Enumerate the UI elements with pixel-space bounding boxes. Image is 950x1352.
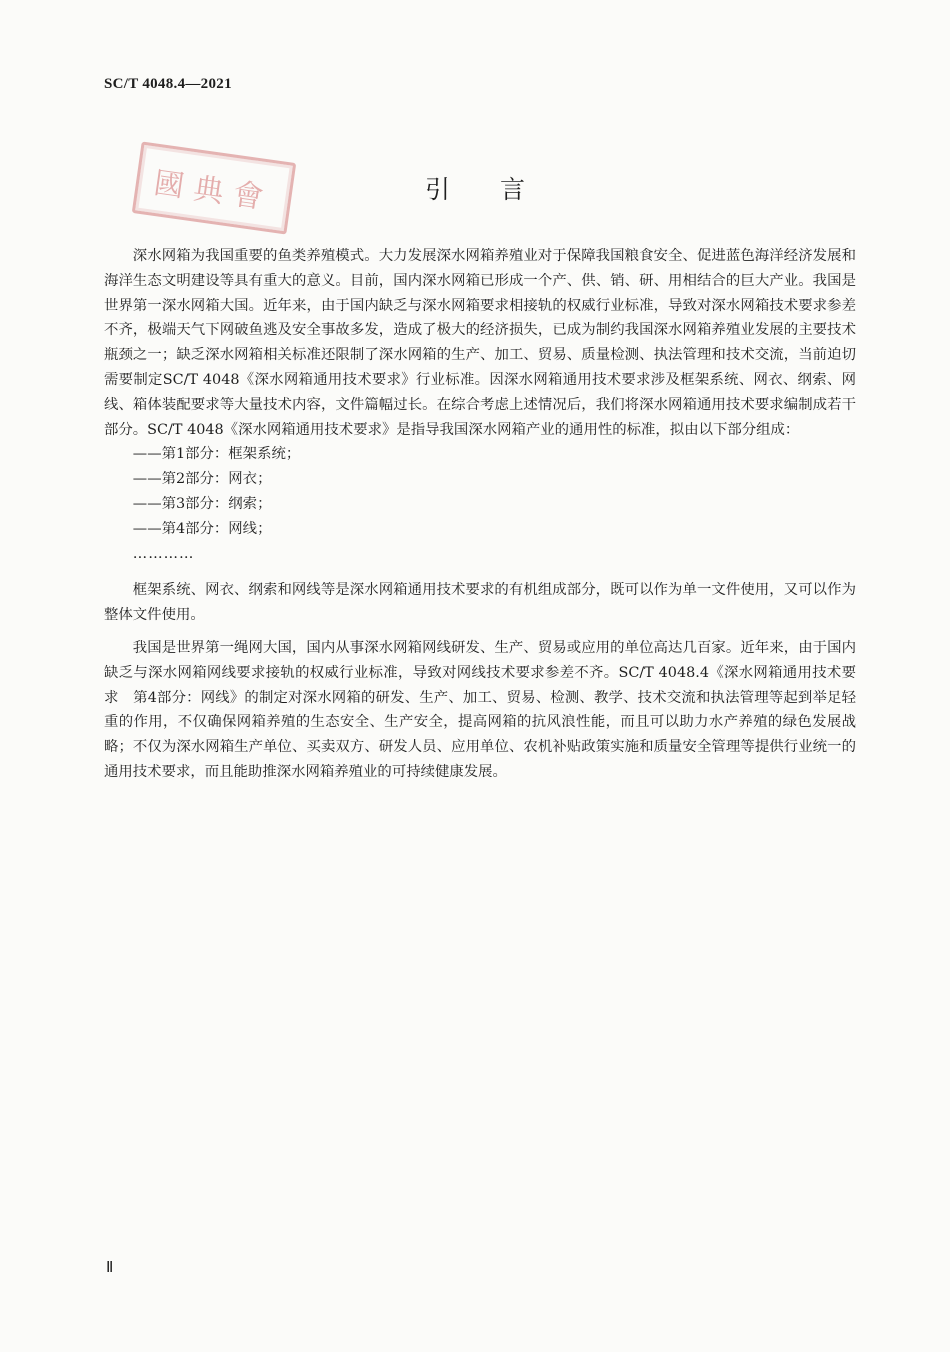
parts-list-ellipsis: ………… [132, 545, 195, 562]
document-code: SC/T 4048.4—2021 [104, 76, 232, 92]
page-title: 引言 [424, 175, 575, 204]
parts-list-item-1: ——第1部分：框架系统； [132, 446, 301, 463]
parts-list-item-3: ——第3部分：纲索； [132, 495, 272, 512]
parts-list-item-2: ——第2部分：网衣； [132, 471, 272, 488]
stamp-text: 國典會 [151, 165, 276, 218]
introduction-body [104, 244, 856, 785]
page-number: Ⅱ [106, 1260, 114, 1276]
intro-paragraph-1: 深水网箱为我国重要的鱼类养殖模式。大力发展深水网箱养殖业对于保障我国粮食安全、促进蓝色海洋经济发展和海洋生态文明建设等具有重大的意义。目前，国内深水网箱已形成一个产、供、销、研、用相结合的巨大产业。我国是世界第一深水网箱大国。近年来，由于国内缺乏与深水网箱要求相接轨的权威行业标准，导致对深水网箱技术要求参差不齐，极端天气下网破鱼逃及安全事故多发，造成了极大的经济损失，已成为制约我国深水网箱养殖业发展的主要技术瓶颈之一；缺乏深水网箱相关标准还限制了深水网箱的生产、加工、贸易、质量检测、执法管理和技术交流，当前迫切需要制定SC/T 4048《深水网箱通用技术要求》行业标准。因深水网箱通用技术要求涉及框架系统、网衣、纲索、网线、箱体装配要求等大量技术内容，文件篇幅过长。在综合考虑上述情况后，我们将深水网箱通用技术要求编制成若干部分。SC/T 4048《深水网箱通用技术要求》是指导我国深水网箱产业的通用性的标准，拟由以下部分组成： [104, 248, 856, 438]
intro-paragraph-3: 我国是世界第一绳网大国，国内从事深水网箱网线研发、生产、贸易或应用的单位高达几百家。近年来，由于国内缺乏与深水网箱网线要求接轨的权威行业标准，导致对网线技术要求参差不齐。SC/T 4048.4《深水网箱通用技术要求 第4部分：网线》的制定对深水网箱的研发、生产、加工、贸易、检测、教学、技术交流和执法管理等起到举足轻重的作用，不仅确保网箱养殖的生态安全、生产安全，提高网箱的抗风浪性能，而且可以助力水产养殖的绿色发展战略；不仅为深水网箱生产单位、买卖双方、研发人员、应用单位、农机补贴政策实施和质量安全管理等提供行业统一的通用技术要求，而且能助推深水网箱养殖业的可持续健康发展。 [104, 639, 856, 780]
parts-list-item-4: ——第4部分：网线； [132, 520, 272, 537]
intro-paragraph-2: 框架系统、网衣、纲索和网线等是深水网箱通用技术要求的有机组成部分，既可以作为单一文件使用，又可以作为整体文件使用。 [104, 582, 856, 624]
